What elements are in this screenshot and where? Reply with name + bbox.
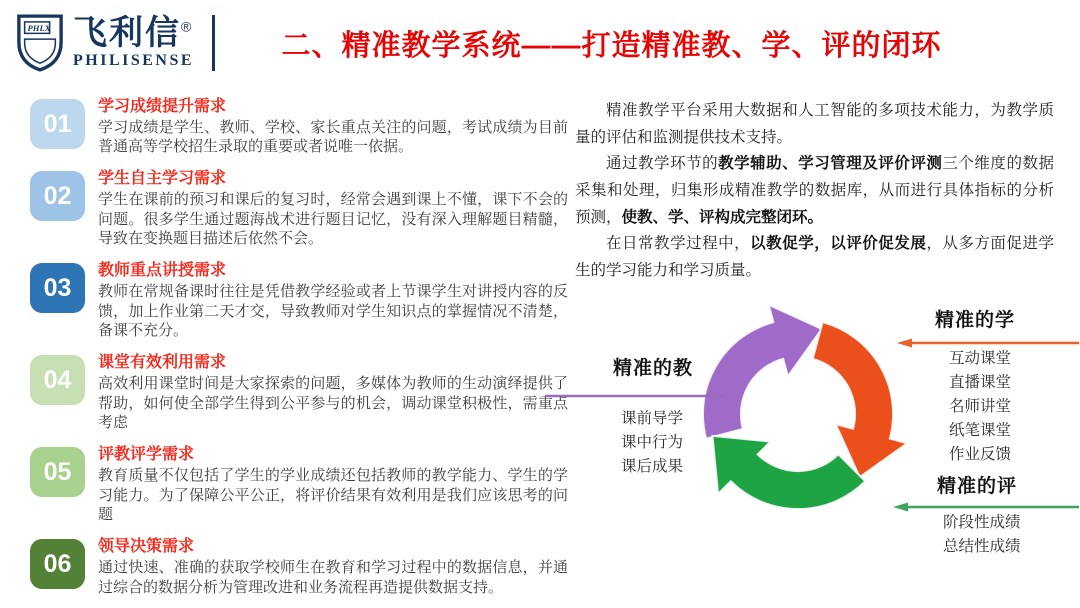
arrow-right-leader-icon <box>545 390 727 402</box>
number-badge: 03 <box>30 263 85 313</box>
number-badge: 04 <box>30 355 85 405</box>
teach-arc <box>703 304 822 438</box>
number-badge: 02 <box>30 171 85 221</box>
needs-list <box>30 92 568 597</box>
list-item-need-4 <box>30 352 568 433</box>
need-body: 通过快速、准确的获取学校师生在教育和学习过程中的数据信息，并通过综合的数据分析为管理改进和业务流程再造提供数据支持。 <box>98 558 568 596</box>
list-item: 课中行为 <box>621 433 684 451</box>
header-divider <box>212 15 215 71</box>
list-item: 课前导学 <box>621 409 684 427</box>
list-item: 作业反馈 <box>949 445 1012 463</box>
list-item: 互动课堂 <box>949 349 1012 367</box>
brand-name-en: PHILISENSE <box>73 52 195 70</box>
list-item: 课后成果 <box>621 457 684 475</box>
number-badge: 05 <box>30 447 85 497</box>
number-badge: 01 <box>30 99 85 149</box>
need-title: 课堂有效利用需求 <box>98 354 227 372</box>
need-body: 学习成绩是学生、教师、学校、家长重点关注的问题，考试成绩为目前普通高等学校招生录取的重要或者说唯一依据。 <box>98 118 568 156</box>
list-item: 名师讲堂 <box>949 397 1012 415</box>
company-logo <box>16 13 194 73</box>
label-precise-evaluation: 精准的评 <box>937 475 1018 497</box>
page-title: 二、精准教学系统——打造精准教、学、评的闭环 <box>281 29 942 62</box>
registered-mark: ® <box>181 18 194 35</box>
need-body: 教师在常规备课时往往是凭借教学经验或者上节课学生对讲授内容的反馈，加上作业第二天才交，导致教师对学生知识点的掌握情况不清楚，备课不充分。 <box>98 282 568 340</box>
list-item: 纸笔课堂 <box>949 421 1012 439</box>
list-item-need-6 <box>30 536 568 597</box>
precise-learning-items <box>949 347 1011 467</box>
need-body: 教育质量不仅包括了学生的学业成绩还包括教师的教学能力、学生的学习能力。为了保障公平公正，将评价结果有效利用是我们应该思考的问题 <box>98 466 568 524</box>
list-item-need-3 <box>30 260 568 341</box>
intro-paragraph-1: 精准教学平台采用大数据和人工智能的多项技术能力，为教学质量的评估和监测提供技术支持。 <box>575 102 1054 146</box>
list-item-need-5 <box>30 444 568 525</box>
brand-text <box>73 13 195 71</box>
intro-paragraph-3: 在日常教学过程中，以教促学，以评价促发展，从多方面促进学生的学习能力和学习质量。 <box>575 235 1054 279</box>
need-title: 教师重点讲授需求 <box>98 262 227 280</box>
list-item: 总结性成绩 <box>943 537 1021 555</box>
brand-name-cn: 飞利信® <box>73 13 194 52</box>
header <box>0 0 1080 86</box>
list-item: 直播课堂 <box>949 373 1012 391</box>
precise-evaluation-items <box>943 511 1021 559</box>
need-title: 领导决策需求 <box>98 538 195 556</box>
need-body: 高效利用课堂时间是大家探索的问题，多媒体为教师的生动演绎提供了帮助，如何使全部学生得到公平参与的机会，调动课堂积极性，需重点考虑 <box>98 374 568 432</box>
label-precise-teaching: 精准的教 <box>613 357 694 379</box>
list-item: 阶段性成绩 <box>943 513 1021 531</box>
need-title: 学习成绩提升需求 <box>98 98 227 115</box>
number-badge: 06 <box>30 539 85 589</box>
right-column <box>575 92 1066 597</box>
intro-paragraphs <box>575 98 1066 285</box>
svg-text:PHLX: PHLX <box>27 23 51 33</box>
label-precise-learning: 精准的学 <box>935 309 1016 331</box>
main-content <box>0 86 1080 597</box>
intro-paragraph-2: 通过教学环节的教学辅助、学习管理及评价评测三个维度的数据采集和处理，归集形成精准教学的数据库，从而进行具体指标的分析预测，使教、学、评构成完整闭环。 <box>575 155 1054 226</box>
precise-teaching-items <box>621 407 683 479</box>
shield-logo-icon <box>16 13 64 73</box>
need-title: 评教评学需求 <box>98 446 195 464</box>
list-item-need-2 <box>30 168 568 249</box>
need-title: 学生自主学习需求 <box>98 170 227 188</box>
teach-learn-eval-cycle-diagram <box>575 297 1066 575</box>
list-item-need-1 <box>30 96 568 157</box>
need-body: 学生在课前的预习和课后的复习时，经常会遇到课上不懂，课下不会的问题。很多学生通过题海战术进行题目记忆，没有深入理解题目精髓，导致在变换题目描述后依然不会。 <box>98 190 568 248</box>
